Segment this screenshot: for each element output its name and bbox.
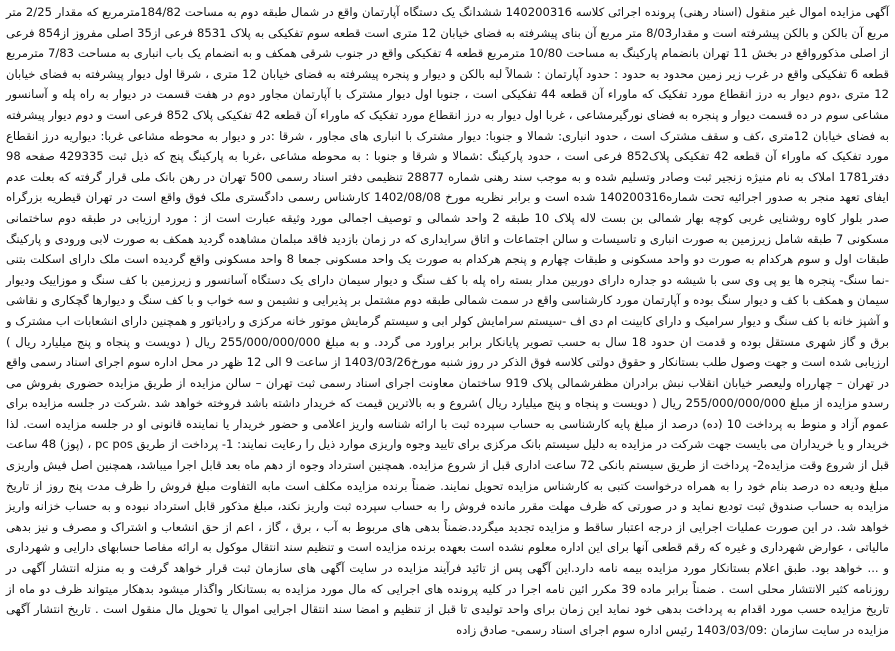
- notice-body-text: آگهی مزایده اموال غیر منقول (اسناد رهنی) پرونده اجرائی کلاسه 140200316 ششدانگ یک دستگاه آپارتمان واقع در شمال طبقه دوم به مساحت 184/82مترمربع که مقدار 2/25 متر مربع آن بالکن و بالکن پیشرفته است و مقدار8/03 متر مربع آن بنای پیشرفته به فضای خیابان 12 متری است قطعه سوم تفکیکی به پلاک 8531 فرعی از35 اصلی مفروز از854 فرعی از اصلی مذکورواقع در بخش 11 تهران بانضمام پارکینگ به مساحت 10/80 مترمربع قطعه 4 تفکیکی واقع در جنوب شرقی همکف و به انضمام یک باب انباری به مساحت 7/83 مترمربع قطعه 6 تفکیکی واقع در غرب زیر زمین محدود به حدود : حدود آپارتمان : شمالاً لبه بالکن و دیوار و پنجره پیشرفته به فضای خیابان 12 متری ، شرقا اول دیوار پیشرفته به فضای خیابان 12 متری ،دوم دیوار به درز انقطاع مورد تفکیک که ماوراء آن قطعه 44 تفکیکی است ، جنوبا اول دیوار مشترک با آپارتمان مجاور دوم در هفت قسمت در دیوار به راه پله و آسانسور مشاعی سوم در ده قسمت دیوار و پنجره به فضای نورگیرمشاعی ، غربا اول دیوار به درز انقطاع مورد تفکیک که ماوراء آن قطعه 42 تفکیکی پلاک 852 فرعی است و دوم دیوار پیشرفته به فضای خیابان 12متری ،کف و سقف مشترک است ، حدود انباری: شمالا و جنوبا: دیوار مشترک با انباری های مجاور ، شرقا :در و دیوار به محوطه مشاعی غربا: دیواریه درز انقطاع مورد تفکیک که ماوراء آن قطعه 42 تفکیکی پلاک852 فرعی است ، حدود پارکینگ :شمالا و شرقا و جنوبا : به محوطه مشاعی ،غربا به پارکینگ پنج که ذیل ثبت 429335 صفحه 98 دفتر1781 املاک به نام منیژه زنجیر ثبت وصادر وتسلیم شده و به موجب سند رهنی شماره 28877 تنظیمی دفتر اسناد رسمی 500 تهران در رهن بانک ملی قرار گرفته که بعلت عدم ایفای تعهد منجر به صدور اجرائیه تحت شماره140200316 شده است و برابر نظریه مورخ 1402/08/08 کارشناس رسمی دادگستری ملک فوق واقع است در تهران قیطریه بزرگراه صدر بلوار کاوه روشنایی غربی کوچه بهار شمالی بن بست لاله پلاک 10 طبقه 2 واحد شمالی و توصیف اجمالی مورد وثیقه عبارت است از : مورد ارزیابی در طبقه دوم ساختمانی مسکونی 7 طبقه شامل زیرزمین به صورت انباری و تاسیسات و سالن اجتماعات و اتاق سرایداری که در زمان بازدید فاقد مبلمان مشاهده گردید همکف به صورت لابی ورودی و پارکینگ طبقات اول و سوم هرکدام به صورت دو واحد مسکونی و طبقات چهارم و پنجم هرکدام به صورت یک واحد مسکونی جمعا 8 واحد مسکونی واقع گردیده است ملک دارای اسکلت بتنی -نما سنگ- پنجره ها یو پی وی سی با شیشه دو جداره دارای دوربین مدار بسته راه پله با کف سنگ و دیوار سیمان دارای یک دستگاه آسانسور و زیرزمین با کف سنگ و موزاییک ودیوار سیمان و همکف با کف و دیوار سنگ بوده و آپارتمان مورد کارشناسی واقع در سمت شمالی طبقه دوم مشتمل بر پذیرایی و نشیمن و سه خواب و با کف سنگ و دیوارها گچکاری و نقاشی و آشپز خانه با کف سنگ و دیوار سرامیک و دارای کابینت ام دی اف -سیستم سرامایش کولر ابی و سیستم گرمایش موتور خانه مرکزی و رادیاتور و همچنین دارای انشعابات اب مشترک و برق و گاز شهری مستقل بوده و قدمت ان حدود 18 سال به حسب تصویر پایانکار برابر براورد می گردد. و به مبلغ 255/000/000/000 ریال ( دویست و پنجاه و پنج میلیارد ریال ) ارزیابی شده است و جهت وصول طلب بستانکار و حقوق دولتی کلاسه فوق الذکر در روز شنبه مورخ1403/03/26 از ساعت 9 الی 12 ظهر در محل اداره سوم اجرای اسناد رسمی واقع در تهران – چهارراه ولیعصر خیابان انقلاب نبش برادران مظفرشمالی پلاک 919 ساختمان معاونت اجرای اسناد رسمی ثبت تهران – سالن مزایده از طریق مزایده حضوری بفروش می رسدو مزایده از مبلغ 255/000/000/000 ریال ( دویست و پنجاه و پنج میلیارد ریال )شروع و به بالاترین قیمت که خریدار داشته باشد فروخته خواهد شد .شرکت در جلسه مزایده برای عموم آزاد و منوط به پرداخت 10 (ده) درصد از مبلغ پایه کارشناسی به حساب سپرده ثبت با ارائه شناسه واریز اعلامی و حضور خریدار یا نماینده قانونی او در جلسه مزایده است. لذا خریدار و یا خریداران می بایست جهت شرکت در مزایده به دلیل سیستم بانک مرکزی برای تایید وجوه واریزی موارد ذیل را رعایت نمایند: 1- پرداخت از طریق pc pos ، (پوز) 48 ساعت قبل از شروع وقت مزایده2- پرداخت از طریق سیستم بانکی 72 ساعت اداری قبل از شروع مزایده. همچنین استرداد وجوه از دهم ماه بعد قابل اجرا میباشد، همچنین اصل فیش واریزی مبلغ ودیعه ده درصد بنام خود را به همراه درخواست کتبی به کارشناس مزایده تحویل نمایند. ضمناً برنده مزایده مکلف است مابه التفاوت مبلغ فروش را ظرف مدت پنج روز از تاریخ مزایده به حساب صندوق ثبت تودیع نماید و در صورتی که ظرف مهلت مقرر مانده فروش را به حساب سپرده ثبت واریز نکند، مبلغ مذکور قابل استرداد نبوده و به حساب خزانه واریز خواهد شد. در این صورت عملیات اجرایی از درجه اعتبار ساقط و مزایده تجدید میگردد.ضمناً بدهی های مربوط به آب ، برق ، گاز ، اعم از حق انشعاب و اشتراک و مصرف و نیز بدهی مالیاتی ، عوارض شهرداری و غیره که رقم قطعی آنها برای این اداره معلوم نشده است بعهده برنده مزایده است و تنظیم سند انتقال موکول به ارائه مفاصا حسابهای دارایی و شهرداری و ... خواهد بود. طبق اعلام بستانکار مورد مزایده بیمه نامه دارد.این آگهی پس از تائید فرآیند مزایده در سایت آگهی های سازمان ثبت قرار خواهد گرفت و به منزله انتشار آگهی در روزنامه کثیر الانتشار محلی است . ضمناً برابر ماده 39 مکرر ائین نامه اجرا در کلیه پرونده های اجرایی که مال مورد مزایده به بستانکار واگذار میشود بدهکار میتواند ظرف دو ماه از تاریخ مزایده حسب مورد اقدام به پرداخت بدهی خود نماید این زمان برای واحد تولیدی تا قبل از تنظیم و امضا سند انتقال اجرایی اموال یا تحویل مال منقول است . تاریخ انتشار آگهی مزایده در سایت سازمان :1403/03/09 رئیس اداره سوم اجرای اسناد رسمی- صادق زاده: [6, 5, 890, 637]
